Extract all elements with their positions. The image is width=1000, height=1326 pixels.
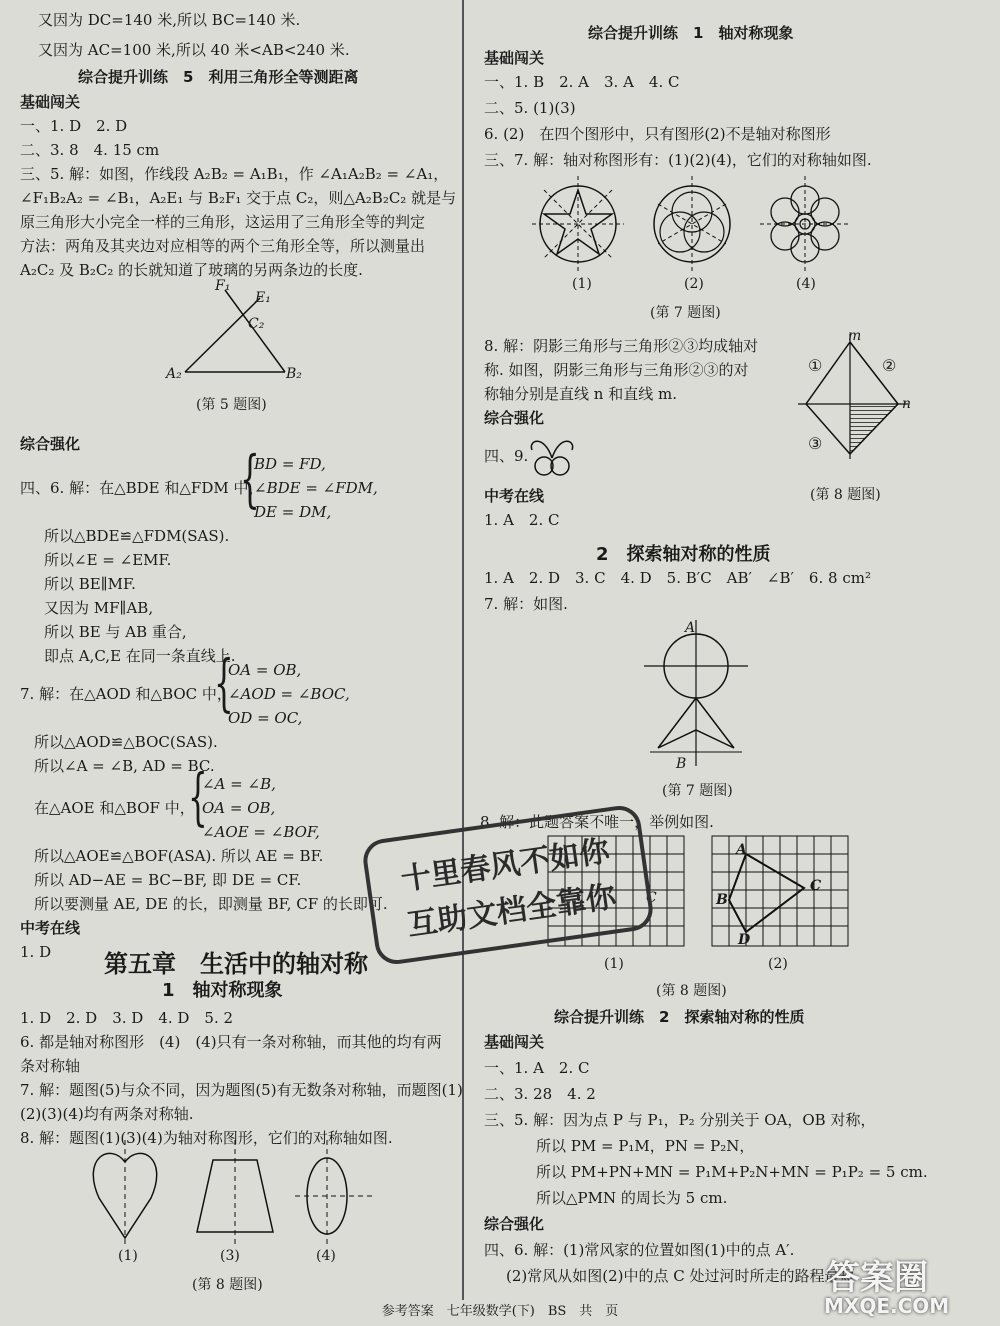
answer-line: 8. 解：此题答案不唯一，举例如图.	[480, 813, 714, 831]
point-label: A₂	[166, 366, 182, 382]
figure-caption: (第 8 题图)	[192, 1277, 263, 1293]
condition-line: OD = OC,	[228, 709, 303, 727]
point-label: A	[736, 842, 747, 858]
condition-line: ∠AOD = ∠BOC,	[228, 685, 350, 703]
answer-line: 条对称轴	[20, 1057, 81, 1075]
subsection-label: 综合强化	[484, 1215, 545, 1233]
answer-line: 方法：两角及其夹边对应相等的两个三角形全等，所以测量出	[20, 237, 426, 255]
condition-line: BD = FD,	[254, 455, 326, 473]
answer-line: 在△AOE 和△BOF 中，	[34, 799, 195, 817]
region-label: ①	[808, 356, 823, 375]
symmetric-shapes-figure-8	[85, 1140, 385, 1250]
figure-label: (1)	[604, 956, 624, 972]
point-label: B	[676, 756, 687, 772]
text-line: 又因为 DC=140 米,所以 BC=140 米.	[38, 11, 301, 29]
answer-line: 所以 PM = P₁M，PN = P₂N，	[536, 1137, 755, 1155]
answer-line: 二、5. (1)(3)	[484, 99, 576, 117]
answer-line: 所以要测量 AE, DE 的长，即测量 BF, CF 的长即可.	[34, 895, 388, 913]
answer-line: 三、7. 解：轴对称图形有：(1)(2)(4)，它们的对称轴如图.	[484, 151, 872, 169]
axis-label: m	[848, 328, 862, 344]
text-line: 又因为 AC=100 米,所以 40 米<AB<240 米.	[38, 41, 350, 59]
answer-line: 所以∠A = ∠B, AD = BC.	[34, 757, 215, 775]
point-label: B₂	[286, 366, 302, 382]
point-label: C	[646, 890, 657, 906]
figure-label: (2)	[684, 276, 704, 292]
figure-label: (1)	[118, 1248, 138, 1264]
answer-line: 一、1. A 2. C	[484, 1059, 590, 1077]
answer-line: 所以△AOE≌△BOF(ASA). 所以 AE = BF.	[34, 847, 324, 865]
region-label: ②	[882, 356, 897, 375]
answer-line: (2)(3)(4)均有两条对称轴.	[20, 1105, 194, 1123]
stick-figure-7	[640, 620, 790, 770]
subsection-label: 基础闯关	[484, 49, 545, 67]
subsection-label: 综合强化	[20, 435, 81, 453]
answer-line: 6. (2) 在四个图形中，只有图形(2)不是轴对称图形	[484, 125, 831, 143]
subsection-label: 基础闯关	[484, 1033, 545, 1051]
answer-line: 四、6. 解：在△BDE 和△FDM 中，	[20, 479, 264, 497]
answer-line: 1. D 2. D 3. D 4. D 5. 2	[20, 1009, 234, 1027]
grid-figure-8b	[712, 836, 852, 948]
answer-line: 称. 如图，阴影三角形与三角形②③的对	[484, 361, 749, 379]
answer-line: 7. 解：题图(5)与众不同，因为题图(5)有无数条对称轴，而题图(1)	[20, 1081, 463, 1099]
symmetry-figures-7	[530, 176, 870, 276]
lesson-title: 1 轴对称现象	[162, 980, 283, 1001]
section-title: 综合提升训练 2 探索轴对称的性质	[554, 1008, 805, 1026]
subsection-label: 基础闯关	[20, 93, 81, 111]
answer-line: 7. 解：在△AOD 和△BOC 中，	[20, 685, 232, 703]
answer-line: 四、9.	[484, 447, 529, 465]
answer-line: 三、5. 解：因为点 P 与 P₁，P₂ 分别关于 OA，OB 对称，	[484, 1111, 876, 1129]
axis-label: n	[902, 396, 912, 412]
section-title: 综合提升训练 1 轴对称现象	[588, 24, 794, 42]
answer-line: 一、1. B 2. A 3. A 4. C	[484, 73, 680, 91]
answer-line: 所以 AD−AE = BC−BF, 即 DE = CF.	[34, 871, 302, 889]
answer-line: 二、3. 8 4. 15 cm	[20, 141, 160, 159]
condition-line: DE = DM,	[254, 503, 332, 521]
figure-label: (2)	[768, 956, 788, 972]
answer-line: 1. A 2. D 3. C 4. D 5. B′C AB′ ∠B′ 6. 8 cm²	[484, 569, 871, 587]
point-label: C	[810, 878, 822, 894]
figure-caption: (第 8 题图)	[656, 983, 727, 999]
condition-line: OA = OB,	[228, 661, 302, 679]
site-logo	[820, 1250, 990, 1320]
answer-line: 一、1. D 2. D	[20, 117, 128, 135]
answer-line: 所以 PM+PN+MN = P₁M+P₂N+MN = P₁P₂ = 5 cm.	[536, 1163, 928, 1181]
answer-line: 二、3. 28 4. 2	[484, 1085, 596, 1103]
condition-line: ∠BDE = ∠FDM,	[254, 479, 378, 497]
figure-label: (3)	[220, 1248, 240, 1264]
subsection-label: 中考在线	[484, 487, 545, 505]
column-divider	[462, 0, 464, 1300]
point-label: D	[738, 932, 751, 948]
figure-caption: (第 8 题图)	[810, 487, 881, 503]
answer-line: 所以 BE 与 AB 重合,	[44, 623, 187, 641]
answer-line: 8. 解：题图(1)(3)(4)为轴对称图形，它们的对称轴如图.	[20, 1129, 393, 1147]
answer-line: ∠F₁B₂A₂ = ∠B₁，A₂E₁ 与 B₂F₁ 交于点 C₂，则△A₂B₂C₂ 就是与	[20, 189, 457, 207]
watermark-line: 十里春风不如你	[398, 833, 612, 898]
answer-line: 1. A 2. C	[484, 511, 560, 529]
condition-line: ∠A = ∠B,	[202, 775, 276, 793]
answer-line: 所以△BDE≌△FDM(SAS).	[44, 527, 230, 545]
watermark-line: 互助文档全靠你	[405, 879, 619, 944]
answer-line: 所以∠E = ∠EMF.	[44, 551, 172, 569]
subsection-label: 中考在线	[20, 919, 81, 937]
logo-url: MXQE.COM	[824, 1294, 950, 1318]
point-label: C₂	[248, 316, 265, 332]
figure-label: (1)	[572, 276, 592, 292]
answer-line: A₂C₂ 及 B₂C₂ 的长就知道了玻璃的另两条边的长度.	[20, 261, 363, 279]
answer-line: (2)常风从如图(2)中的点 C 处过河时所走的路程最短	[506, 1267, 855, 1285]
condition-line: OA = OB,	[202, 799, 276, 817]
answer-line: 所以△AOD≌△BOC(SAS).	[34, 733, 218, 751]
brace: {	[240, 442, 260, 515]
page-footer: 参考答案 七年级数学(下) BS 共 页	[381, 1304, 619, 1319]
answer-line: 即点 A,C,E 在同一条直线上.	[44, 647, 236, 665]
answer-line: 三、5. 解：如图，作线段 A₂B₂ = A₁B₁，作 ∠A₁A₂B₂ = ∠A₁，	[20, 165, 449, 183]
answer-line: 7. 解：如图.	[484, 595, 568, 613]
point-label: E₁	[255, 290, 271, 306]
point-label: A	[685, 620, 696, 636]
curl-figure-9	[522, 430, 582, 480]
logo-text: 答案圈	[826, 1258, 928, 1298]
chapter-title: 第五章 生活中的轴对称	[104, 950, 368, 978]
answer-line: 称轴分别是直线 n 和直线 m.	[484, 385, 677, 403]
lesson-title: 2 探索轴对称的性质	[596, 544, 771, 565]
figure-caption: (第 5 题图)	[196, 397, 267, 413]
brace: {	[188, 760, 208, 833]
answer-line: 又因为 MF∥AB,	[44, 599, 154, 617]
subsection-label: 综合强化	[484, 409, 545, 427]
answer-line: 四、6. 解：(1)常风家的位置如图(1)中的点 A′.	[484, 1241, 795, 1259]
answer-line: 6. 都是轴对称图形 (4) (4)只有一条对称轴，而其他的均有两	[20, 1033, 442, 1051]
answer-line: 所以△PMN 的周长为 5 cm.	[536, 1189, 728, 1207]
brace: {	[214, 646, 234, 719]
answer-line: 所以 BE∥MF.	[44, 575, 136, 593]
figure-label: (4)	[796, 276, 816, 292]
figure-caption: (第 7 题图)	[662, 783, 733, 799]
figure-label: (4)	[316, 1248, 336, 1264]
point-label: F₁	[215, 278, 231, 294]
figure-caption: (第 7 题图)	[650, 305, 721, 321]
region-label: ③	[808, 434, 823, 453]
answer-line: 8. 解：阴影三角形与三角形②③均成轴对	[484, 337, 759, 355]
answer-line: 原三角形大小完全一样的三角形，这运用了三角形全等的判定	[20, 213, 426, 231]
answer-line: 1. D	[20, 943, 52, 961]
condition-line: ∠AOE = ∠BOF,	[202, 823, 320, 841]
section-title: 综合提升训练 5 利用三角形全等测距离	[78, 68, 359, 86]
point-label: B	[716, 892, 728, 908]
